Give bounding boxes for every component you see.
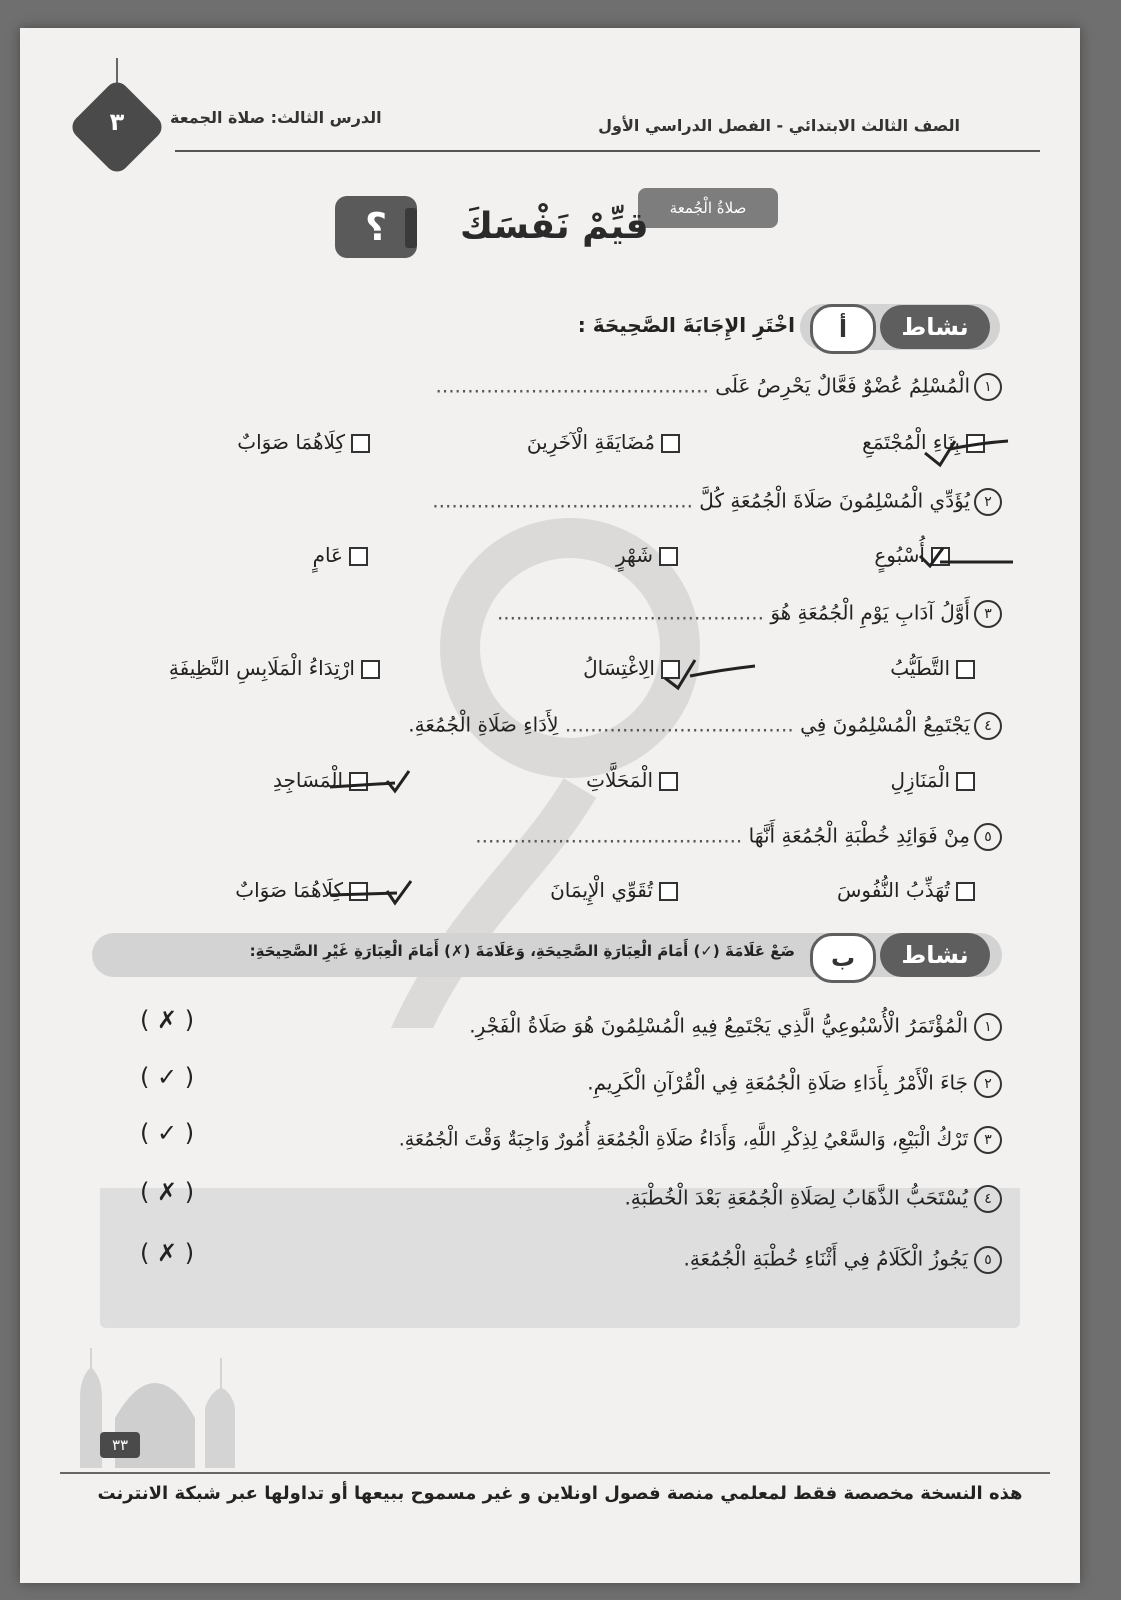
checkbox[interactable] xyxy=(349,772,368,791)
checkbox[interactable] xyxy=(931,547,950,566)
mosque-illustration xyxy=(60,1338,260,1468)
option-label: أُسْبُوعٍ xyxy=(874,543,925,567)
question-text: يَجْتَمِعُ الْمُسْلِمُونَ فِي xyxy=(800,712,970,737)
statement-text: يُسْتَحَبُّ الذَّهَابُ لِصَلَاةِ الْجُمُعَةِ بَعْدَ الْخُطْبَةِ. xyxy=(624,1185,968,1210)
option-label: الِاغْتِسَالُ xyxy=(583,656,655,680)
answer-blank: .......................................... xyxy=(475,823,743,848)
checkbox[interactable] xyxy=(966,434,985,453)
question-number: ٢ xyxy=(974,488,1002,516)
option-label: بِنَاءِ الْمُجْتَمَعِ xyxy=(862,430,960,454)
statement-number: ٢ xyxy=(974,1070,1002,1098)
question-number: ٤ xyxy=(974,712,1002,740)
statement-text: يَجُوزُ الْكَلَامُ فِي أَثْنَاءِ خُطْبَةِ الْجُمُعَةِ. xyxy=(683,1246,968,1271)
option-label: مُضَايَقَةِ الْآخَرِينَ xyxy=(526,430,655,454)
topic-tag: صلاةُ الْجُمعة xyxy=(638,188,778,228)
answer-blank: .................................... xyxy=(564,712,794,737)
question-number: ٣ xyxy=(974,600,1002,628)
q2-option-3[interactable] xyxy=(313,543,368,567)
checkbox[interactable] xyxy=(361,660,380,679)
option-label: ارْتِدَاءُ الْمَلَابِسِ النَّظِيفَةِ xyxy=(168,656,355,680)
lesson-title: الدرس الثالث: صلاة الجمعة xyxy=(170,108,382,127)
question-number: ٥ xyxy=(974,823,1002,851)
question-2 xyxy=(432,488,1002,516)
question-text: يُؤَدِّي الْمُسْلِمُونَ صَلَاةَ الْجُمُعَةِ كُلَّ xyxy=(699,488,970,513)
question-4 xyxy=(408,712,1002,740)
question-number: ١ xyxy=(974,373,1002,401)
checkbox[interactable] xyxy=(349,547,368,566)
question-text: مِنْ فَوَائِدِ خُطْبَةِ الْجُمُعَةِ أَنَّهَا xyxy=(748,823,970,848)
statement-text: الْمُؤْتَمَرُ الْأُسْبُوعِيُّ الَّذِي يَجْتَمِعُ فِيهِ الْمُسْلِمُونَ هُوَ صَلَاةُ الْفَجْرِ. xyxy=(469,1013,968,1038)
checkbox[interactable] xyxy=(659,547,678,566)
checkbox[interactable] xyxy=(956,660,975,679)
option-label: كِلَاهُمَا صَوَابٌ xyxy=(237,430,345,454)
activity-b-letter: ب xyxy=(810,933,876,983)
lesson-number: ٣ xyxy=(109,108,125,136)
question-3 xyxy=(497,600,1002,628)
statement-text: جَاءَ الْأَمْرُ بِأَدَاءِ صَلَاةِ الْجُمُعَةِ فِي الْقُرْآنِ الْكَرِيمِ. xyxy=(587,1070,968,1095)
checkbox[interactable] xyxy=(661,660,680,679)
q2-option-2[interactable] xyxy=(616,543,678,567)
checkbox[interactable] xyxy=(351,434,370,453)
option-label: تُقَوِّي الْإِيمَانَ xyxy=(550,878,653,902)
option-label: شَهْرٍ xyxy=(615,543,653,567)
statement-2 xyxy=(587,1070,1002,1098)
footer-notice: هذه النسخة مخصصة فقط لمعلمي منصة فصول اونلاين و غير مسموح ببيعها أو تداولها عبر شبكة الانترنت xyxy=(97,1483,1023,1504)
q1-option-2[interactable] xyxy=(527,430,680,454)
answer-slot-3[interactable]: ( ✓ ) xyxy=(140,1119,195,1147)
activity-a-tag: نشاط xyxy=(880,305,990,349)
activity-b-panel-top xyxy=(100,1028,1020,1188)
worksheet-page xyxy=(20,28,1080,1583)
answer-blank: ......................................... xyxy=(432,488,693,513)
q1-option-1[interactable] xyxy=(862,430,985,454)
q4-option-1[interactable] xyxy=(890,768,975,792)
q1-option-3[interactable] xyxy=(237,430,370,454)
option-label: تُهَذِّبُ النُّفُوسَ xyxy=(836,878,950,902)
question-text: الْمُسْلِمُ عُضْوٌ فَعَّالٌ يَحْرِصُ عَلَى xyxy=(715,373,970,398)
answer-slot-1[interactable]: ( ✗ ) xyxy=(140,1006,195,1034)
answer-blank: .......................................... xyxy=(496,600,764,625)
q2-option-1[interactable] xyxy=(874,543,950,567)
statement-number: ١ xyxy=(974,1013,1002,1041)
question-mark-icon: ؟ xyxy=(335,196,417,258)
statement-text: تَرْكُ الْبَيْعِ، وَالسَّعْيُ لِذِكْرِ اللَّهِ، وَأَدَاءُ صَلَاةِ الْجُمُعَةِ أُمُورٌ وَاجِبَةٌ وَقْتَ الْجُمُعَةِ. xyxy=(398,1128,968,1151)
question-tail: لِأَدَاءِ صَلَاةِ الْجُمُعَةِ. xyxy=(408,712,559,737)
q4-option-3[interactable] xyxy=(273,768,368,792)
answer-slot-4[interactable]: ( ✗ ) xyxy=(140,1178,195,1206)
q3-option-1[interactable] xyxy=(890,656,975,680)
activity-a-instruction: اخْتَرِ الإِجَابَةَ الصَّحِيحَةَ : xyxy=(577,313,795,337)
page-title: قيِّمْ نَفْسَكَ xyxy=(460,206,649,247)
question-1 xyxy=(435,373,1002,401)
statement-number: ٤ xyxy=(974,1185,1002,1213)
q5-option-2[interactable] xyxy=(550,878,678,902)
checkbox[interactable] xyxy=(349,882,368,901)
activity-b-instruction: ضَعْ عَلَامَةَ (✓) أَمَامَ الْعِبَارَةِ الصَّحِيحَةِ، وَعَلَامَةَ (✗) أَمَامَ الْعِبَارَةِ غَيْرِ الصَّحِيحَةِ: xyxy=(249,942,795,960)
statement-1 xyxy=(469,1013,1002,1041)
q5-option-3[interactable] xyxy=(235,878,368,902)
grade-title: الصف الثالث الابتدائي - الفصل الدراسي الأول xyxy=(598,116,960,135)
question-5 xyxy=(475,823,1002,851)
option-label: كِلَاهُمَا صَوَابٌ xyxy=(235,878,343,902)
page-number: ٣٣ xyxy=(100,1432,140,1458)
statement-5 xyxy=(683,1246,1002,1274)
q3-option-3[interactable] xyxy=(169,656,380,680)
statement-3 xyxy=(399,1126,1002,1154)
option-label: الْمَحَلَّاتِ xyxy=(586,768,653,792)
q3-option-2[interactable] xyxy=(583,656,680,680)
activity-a-letter: أ xyxy=(810,304,876,354)
question-text: أَوَّلُ آدَابِ يَوْمِ الْجُمُعَةِ هُوَ xyxy=(770,600,970,625)
option-label: التَّطَيُّبُ xyxy=(890,656,950,680)
footer-divider xyxy=(60,1472,1050,1474)
answer-slot-2[interactable]: ( ✓ ) xyxy=(140,1063,195,1091)
checkbox[interactable] xyxy=(956,882,975,901)
option-label: الْمَسَاجِدِ xyxy=(272,768,343,792)
option-label: عَامٍ xyxy=(312,543,343,567)
activity-b-tag: نشاط xyxy=(880,933,990,977)
q4-option-2[interactable] xyxy=(586,768,678,792)
option-label: الْمَنَازِلِ xyxy=(890,768,950,792)
statement-number: ٥ xyxy=(974,1246,1002,1274)
checkbox[interactable] xyxy=(659,772,678,791)
checkbox[interactable] xyxy=(956,772,975,791)
checkbox[interactable] xyxy=(659,882,678,901)
q5-option-1[interactable] xyxy=(837,878,975,902)
statement-4 xyxy=(624,1185,1002,1213)
answer-blank: ........................................... xyxy=(435,373,709,398)
checkbox[interactable] xyxy=(661,434,680,453)
statement-number: ٣ xyxy=(974,1126,1002,1154)
question-box-bar xyxy=(405,208,417,248)
header-divider xyxy=(175,150,1040,152)
answer-slot-5[interactable]: ( ✗ ) xyxy=(140,1239,195,1267)
